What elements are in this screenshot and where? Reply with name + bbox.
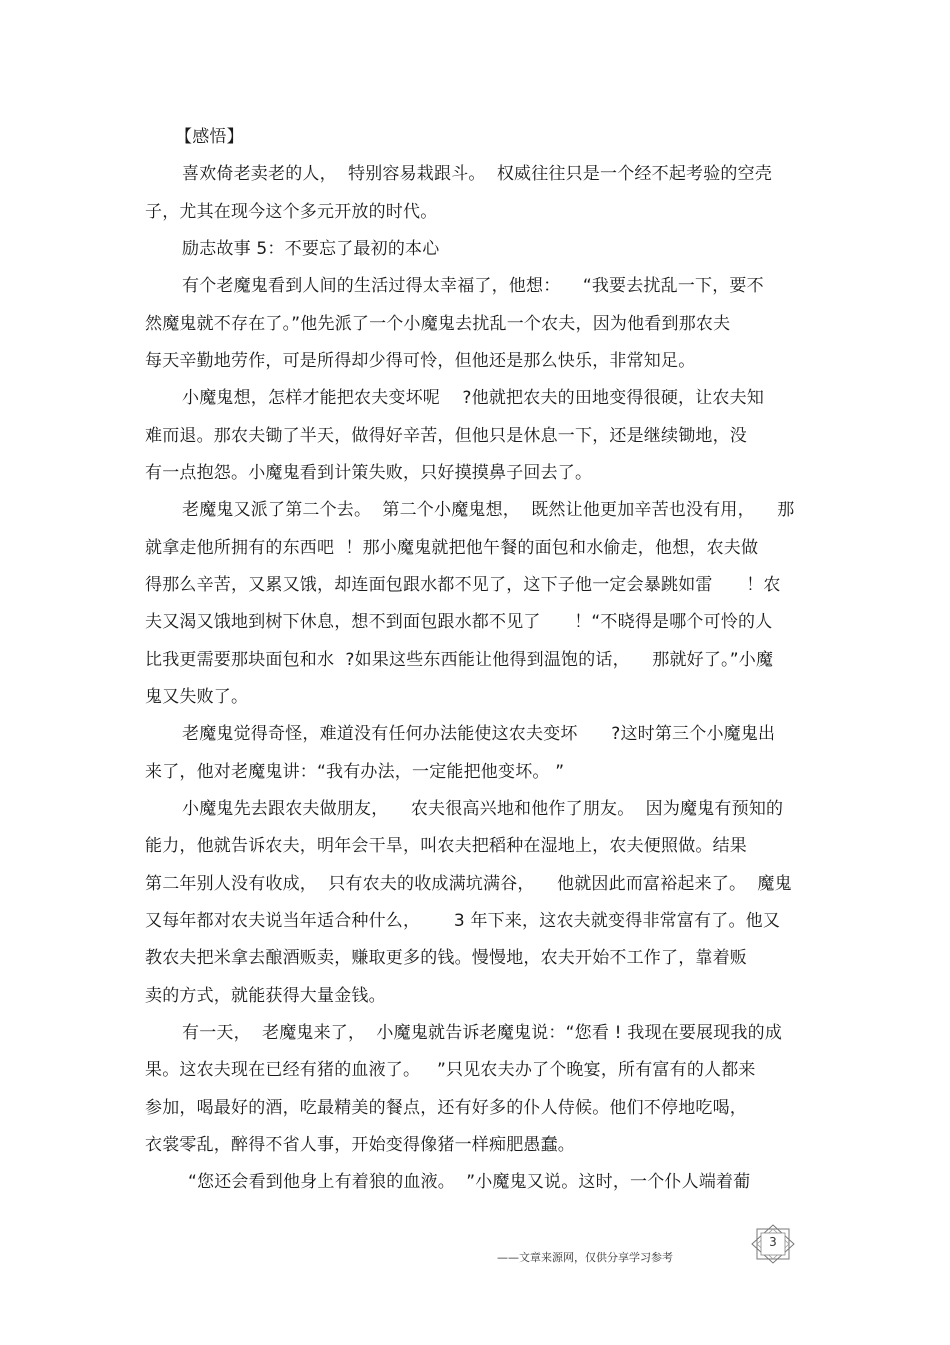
text-line: 第二年别人没有收成， 只有农夫的收成满坑满谷， 他就因此而富裕起来了。 魔鬼 <box>145 874 792 894</box>
text-line: 有个老魔鬼看到人间的生活过得太幸福了，他想： “我要去扰乱一下，要不 <box>182 276 764 296</box>
section-heading: 励志故事 5：不要忘了最初的本心 <box>182 239 440 259</box>
text-line: 难而退。那农夫锄了半天，做得好辛苦，但他只是休息一下，还是继续锄地，没 <box>145 426 747 446</box>
text-line: 喜欢倚老卖老的人， 特别容易栽跟斗。 权威往往只是一个经不起考验的空壳 <box>182 164 773 184</box>
text-line: 能力，他就告诉农夫，明年会干旱，叫农夫把稻种在湿地上，农夫便照做。结果 <box>145 836 747 856</box>
text-line: 比我更需要那块面包和水 ?如果这些东西能让他得到温饱的话， 那就好了。”小魔 <box>145 650 774 670</box>
text-line: “您还会看到他身上有着狼的血液。 ”小魔鬼又说。这时，一个仆人端着葡 <box>188 1172 751 1192</box>
text-line: 卖的方式，就能获得大量金钱。 <box>145 986 386 1006</box>
text-line: 有一点抱怨。小魔鬼看到计策失败，只好摸摸鼻子回去了。 <box>145 463 593 483</box>
text-line: 老魔鬼又派了第二个去。 第二个小魔鬼想， 既然让他更加辛苦也没有用， 那 <box>182 500 795 520</box>
text-line: 老魔鬼觉得奇怪，难道没有任何办法能使这农夫变坏 ?这时第三个小魔鬼出 <box>182 724 776 744</box>
text-line: 每天辛勤地劳作，可是所得却少得可怜，但他还是那么快乐，非常知足。 <box>145 351 696 371</box>
footer-source-note: ——文章来源网，仅供分享学习参考 <box>497 1251 673 1264</box>
text-line: 来了，他对老魔鬼讲：“我有办法，一定能把他变坏。 ” <box>145 762 565 782</box>
text-line: 子，尤其在现今这个多元开放的时代。 <box>145 202 438 222</box>
text-line: 衣裳零乱，醉得不省人事，开始变得像猪一样痴肥愚蠢。 <box>145 1135 575 1155</box>
text-line: 然魔鬼就不存在了。”他先派了一个小魔鬼去扰乱一个农夫，因为他看到那农夫 <box>145 314 731 334</box>
text-line: 得那么辛苦，又累又饿，却连面包跟水都不见了，这下子他一定会暴跳如雷 ！农 <box>145 575 781 595</box>
text-line: 鬼又失败了。 <box>145 687 249 707</box>
text-line: 小魔鬼先去跟农夫做朋友， 农夫很高兴地和他作了朋友。 因为魔鬼有预知的 <box>182 799 784 819</box>
text-line: 夫又渴又饿地到树下休息，想不到面包跟水都不见了 ！“不晓得是哪个可怜的人 <box>145 612 773 632</box>
text-line: 又每年都对农夫说当年适合种什么， 3 年下来，这农夫就变得非常富有了。他又 <box>145 911 781 931</box>
text-line: 就拿走他所拥有的东西吧 ！那小魔鬼就把他午餐的面包和水偷走，他想，农夫做 <box>145 538 759 558</box>
text-line: 【感悟】 <box>175 127 244 147</box>
text-line: 教农夫把米拿去酿酒贩卖，赚取更多的钱。慢慢地，农夫开始不工作了，靠着贩 <box>145 948 747 968</box>
page-number: 3 <box>769 1235 777 1249</box>
page-number-badge <box>750 1224 796 1264</box>
text-line: 果。这农夫现在已经有猪的血液了。 ”只见农夫办了个晚宴，所有富有的人都来 <box>145 1060 756 1080</box>
text-line: 小魔鬼想，怎样才能把农夫变坏呢 ?他就把农夫的田地变得很硬，让农夫知 <box>182 388 765 408</box>
text-line: 有一天， 老魔鬼来了， 小魔鬼就告诉老魔鬼说：“您看 ! 我现在要展现我的成 <box>182 1023 783 1043</box>
text-line: 参加，喝最好的酒，吃最精美的餐点，还有好多的仆人侍候。他们不停地吃喝， <box>145 1098 747 1118</box>
